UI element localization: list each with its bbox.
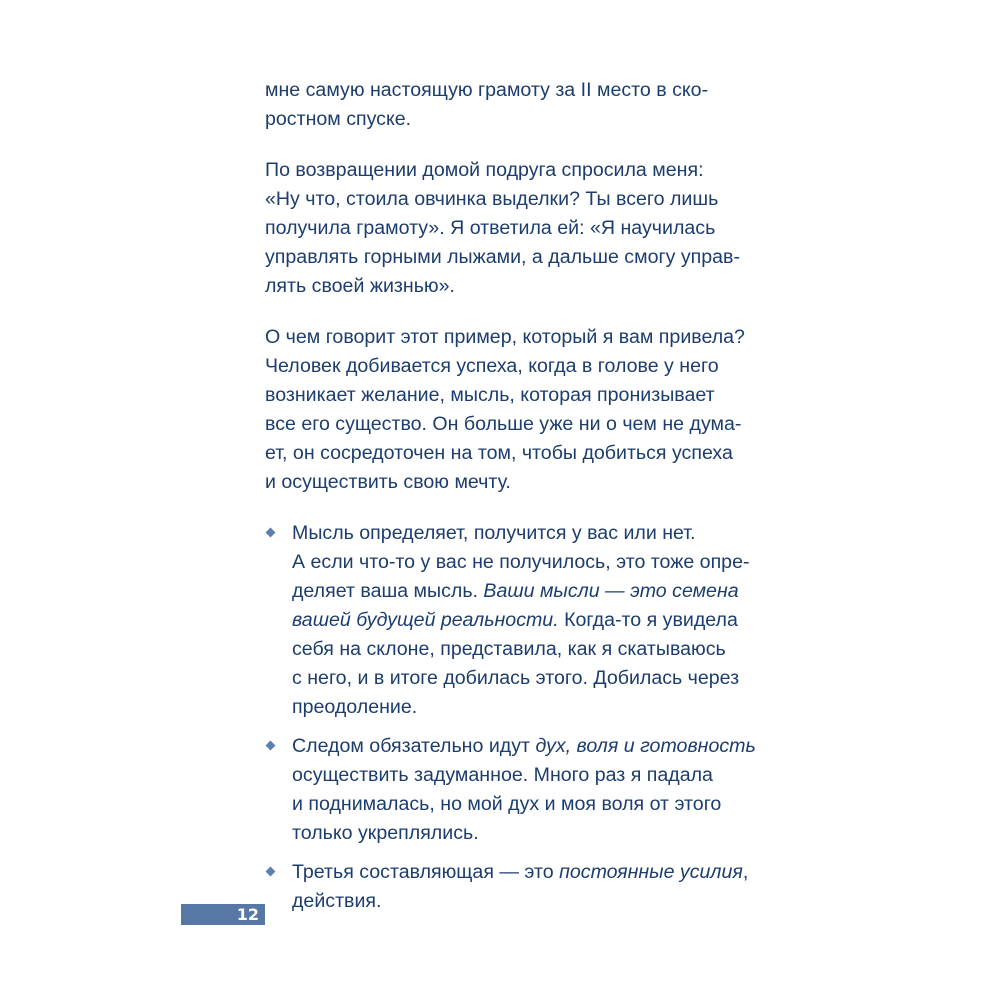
text-line [292, 577, 737, 606]
text-line [292, 732, 756, 761]
page-number-bar [181, 904, 265, 925]
paragraph [265, 76, 737, 134]
text-line: преодоление. [292, 696, 418, 718]
diamond-bullet-icon [266, 528, 276, 538]
text-line: По возвращении домой подруга спросила меня: [265, 159, 704, 181]
text-line: получила грамоту». Я ответила ей: «Я научилась [265, 217, 716, 239]
text-line: «Ну что, стоила овчинка выделки? Ты всего лишь [265, 188, 719, 210]
paragraph [265, 156, 740, 301]
text-line: Человек добивается успеха, когда в голове у него [265, 355, 719, 377]
text-line: ростном спуске. [265, 108, 412, 130]
emphasis-text: вашей будущей реальности. [292, 609, 559, 631]
text-line [292, 858, 749, 887]
emphasis-text: постоянные усилия [559, 861, 743, 883]
text-line: только укреплялись. [292, 822, 479, 844]
diamond-bullet-icon [266, 867, 276, 877]
text-line: О чем говорит этот пример, который я вам привела? [265, 326, 745, 348]
text-line: осуществить задуманное. Много раз я падала [292, 764, 713, 786]
text-line [292, 606, 737, 635]
emphasis-text: Ваши мысли — это семена [483, 580, 739, 602]
text-run: , [742, 861, 749, 883]
text-line: с него, и в итоге добилась этого. Добилась через [292, 667, 740, 689]
bullet-list [265, 519, 756, 916]
text-line: лять своей жизнью». [265, 275, 455, 297]
text-line: и осуществить свою мечту. [265, 471, 511, 493]
list-item [265, 858, 749, 916]
diamond-bullet-icon [266, 741, 276, 751]
text-line: ет, он сосредоточен на том, чтобы добиться успеха [265, 442, 733, 464]
text-line: управлять горными лыжами, а дальше смогу управ- [265, 246, 740, 268]
paragraph [265, 323, 745, 497]
text-run: деляет ваша мысль. [292, 580, 484, 602]
page-number: 12 [236, 905, 259, 924]
text-line: себя на склоне, представила, как я скатываюсь [292, 638, 726, 660]
page-body [265, 76, 756, 926]
text-line: все его существо. Он больше уже ни о чем не дума- [265, 413, 742, 435]
text-line: действия. [292, 890, 382, 912]
text-line: и поднималась, но мой дух и моя воля от этого [292, 793, 722, 815]
list-item [265, 732, 756, 848]
text-run: Третья составляющая — это [292, 861, 560, 883]
text-run: Следом обязательно идут [292, 735, 536, 757]
text-line: А если что-то у вас не получилось, это тоже опре- [292, 551, 750, 573]
list-item [265, 519, 750, 722]
emphasis-text: дух, воля и готовность [535, 735, 756, 757]
text-line: Мысль определяет, получится у вас или нет. [292, 522, 696, 544]
text-line: мне самую настоящую грамоту за II место в ско- [265, 79, 709, 101]
text-run: Когда-то я увидела [558, 609, 738, 631]
text-line: возникает желание, мысль, которая пронизывает [265, 384, 715, 406]
